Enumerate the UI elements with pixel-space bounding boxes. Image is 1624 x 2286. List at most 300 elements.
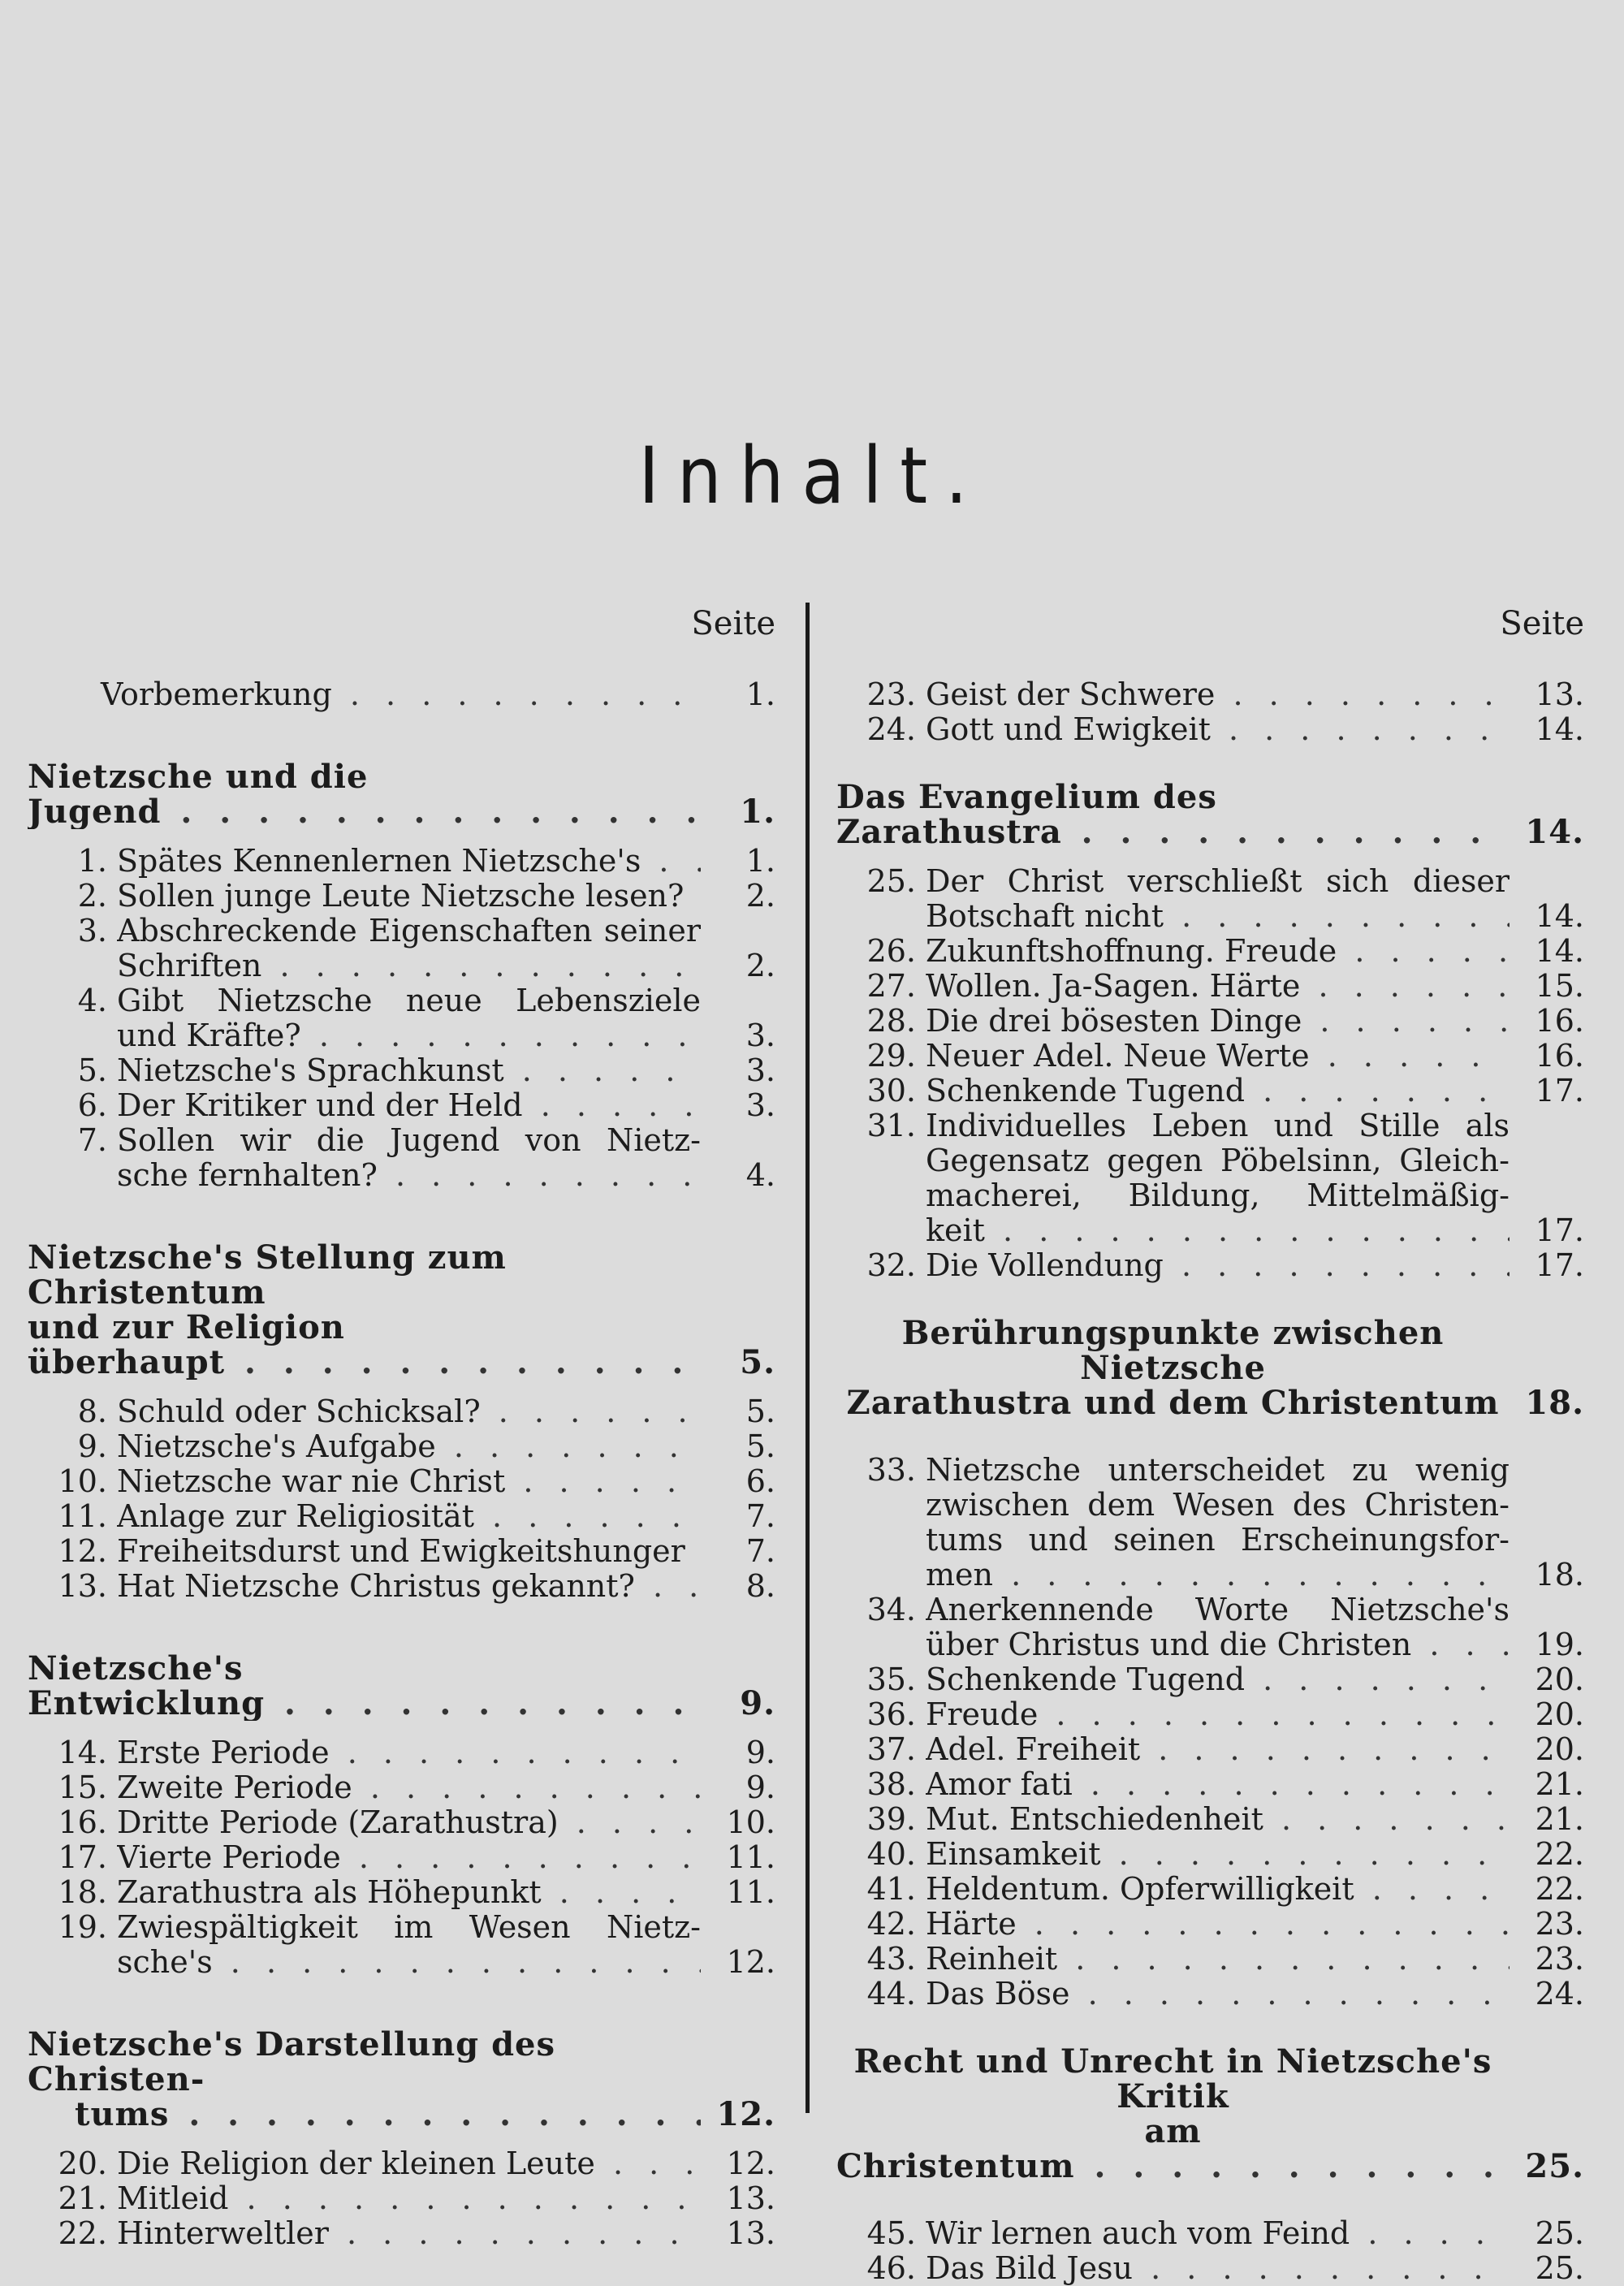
entry-label: Sollen wir die Jugend von Nietz- xyxy=(117,1123,701,1158)
entry-text xyxy=(28,1394,701,1429)
section-label: Nietzsche und die Jugend . . . xyxy=(28,759,701,829)
entry-text xyxy=(836,934,1510,969)
entry-number: 16. xyxy=(58,1805,107,1840)
entry-label: Wollen. Ja-Sagen. Härte . . . xyxy=(926,969,1510,1004)
entry-number xyxy=(836,1143,926,1178)
entry-label: und Kräfte? . . . xyxy=(117,1018,701,1053)
entry-text xyxy=(28,844,701,879)
toc-entry xyxy=(836,1592,1587,1627)
toc-entry xyxy=(28,1123,779,1158)
entry-label: Schenkende Tugend . . . xyxy=(926,1074,1510,1108)
entry-text xyxy=(28,1158,701,1193)
entry-number: 8. xyxy=(77,1394,107,1429)
page-number: 1. xyxy=(745,676,775,712)
entry-text xyxy=(836,899,1510,934)
entry-number: 31. xyxy=(866,1108,916,1143)
entry-number xyxy=(836,1488,926,1523)
entry-number: 25. xyxy=(866,864,916,899)
entry-label: Neuer Adel. Neue Werte . . . xyxy=(926,1039,1510,1074)
page-number: 2. xyxy=(745,948,775,983)
entry-label: über Christus und die Christen . . . xyxy=(926,1627,1510,1662)
toc-entry xyxy=(28,2216,779,2251)
entry-label: Amor fati . . . xyxy=(926,1767,1510,1802)
entry-label: Zweite Periode . . . xyxy=(117,1770,701,1805)
entry-label: Die Vollendung . . . xyxy=(926,1248,1510,1283)
entry-label: sche fernhalten? . . . xyxy=(117,1158,701,1193)
toc-entry xyxy=(28,1569,779,1604)
entry-number xyxy=(836,1558,926,1592)
toc-entry xyxy=(836,677,1587,712)
toc-entry xyxy=(836,969,1587,1004)
entry-label: Härte . . . xyxy=(926,1907,1510,1942)
entry-text xyxy=(28,949,701,983)
entry-text xyxy=(836,1802,1510,1837)
entry-label: Freiheitsdurst und Ewigkeitshunger . . . xyxy=(117,1534,701,1569)
page-number: 15. xyxy=(1535,968,1584,1004)
entry-label: Hat Nietzsche Christus gekannt? . . . xyxy=(117,1569,701,1604)
entry-text xyxy=(28,1018,701,1053)
toc-entry xyxy=(28,1088,779,1123)
section-label: Berührungspunkte zwischen Nietzsche xyxy=(901,1316,1445,1385)
entry-text xyxy=(28,1735,701,1770)
entry-label: Schuld oder Schicksal? . . . xyxy=(117,1394,701,1429)
toc-entry xyxy=(28,879,779,914)
toc-entry xyxy=(836,1627,1587,1662)
entry-label: macherei, Bildung, Mittelmäßig- xyxy=(926,1178,1510,1213)
entry-number: 22. xyxy=(58,2216,107,2251)
page-number: 9. xyxy=(745,1735,775,1770)
entry-text xyxy=(836,1872,1510,1907)
entry-text xyxy=(28,1464,701,1499)
toc-entry xyxy=(836,1213,1587,1248)
page-number: 23. xyxy=(1535,1906,1584,1942)
page-number: 3. xyxy=(745,1087,775,1123)
page-number: 5. xyxy=(745,1394,775,1429)
entry-number: 13. xyxy=(58,1569,107,1604)
toc-entry xyxy=(836,1697,1587,1732)
entry-label: Vorbemerkung . . . xyxy=(28,677,701,712)
toc-entry xyxy=(836,1248,1587,1283)
entry-text xyxy=(28,1770,701,1805)
toc-entry xyxy=(836,1802,1587,1837)
page-number: 7. xyxy=(745,1498,775,1534)
toc-entry xyxy=(836,1767,1587,1802)
toc-entry xyxy=(836,1178,1587,1213)
entry-number: 11. xyxy=(58,1499,107,1534)
page-number: 13. xyxy=(1535,676,1584,712)
entry-text xyxy=(836,1074,1510,1108)
entry-number: 28. xyxy=(866,1004,916,1039)
section-label: Das Evangelium des Zarathustra . . . xyxy=(836,780,1510,849)
toc-entry xyxy=(28,2181,779,2216)
page-number: 16. xyxy=(1535,1038,1584,1074)
toc-entry xyxy=(28,1735,779,1770)
entry-number: 43. xyxy=(866,1942,916,1977)
entry-label: Schriften . . . xyxy=(117,949,701,983)
entry-number: 5. xyxy=(77,1053,107,1088)
entry-number: 26. xyxy=(866,934,916,969)
toc-entry xyxy=(836,1558,1587,1592)
toc-entry xyxy=(836,1453,1587,1488)
entry-text xyxy=(836,1767,1510,1802)
entry-number: 17. xyxy=(58,1840,107,1875)
entry-label: Reinheit . . . xyxy=(926,1942,1510,1977)
section-heading xyxy=(28,1651,779,1721)
toc-entry xyxy=(836,864,1587,899)
seite-header: Seite xyxy=(1500,605,1584,642)
entry-text xyxy=(28,983,701,1018)
page-number: 7. xyxy=(745,1533,775,1569)
page-number: 1. xyxy=(740,793,775,831)
entry-label: Anlage zur Religiosität . . . xyxy=(117,1499,701,1534)
entry-label: Gott und Ewigkeit . . . xyxy=(926,712,1510,747)
entry-label: Nietzsche unterscheidet zu wenig xyxy=(926,1453,1510,1488)
entry-text xyxy=(28,879,701,914)
seite-header: Seite xyxy=(691,605,775,642)
entry-text xyxy=(836,969,1510,1004)
page-number: 12. xyxy=(716,2095,775,2133)
page-number: 23. xyxy=(1535,1941,1584,1977)
entry-label: Vierte Periode . . . xyxy=(117,1840,701,1875)
entry-text xyxy=(28,1910,701,1945)
entry-text xyxy=(836,864,1510,899)
toc-entry xyxy=(28,1770,779,1805)
page-number: 3. xyxy=(745,1052,775,1088)
toc-entry xyxy=(836,1872,1587,1907)
section-heading xyxy=(28,1240,779,1310)
entry-text xyxy=(836,1108,1510,1143)
entry-label: Die drei bösesten Dinge . . . xyxy=(926,1004,1510,1039)
section-heading xyxy=(28,1310,779,1380)
entry-number: 32. xyxy=(866,1248,916,1283)
page-number: 18. xyxy=(1525,1384,1584,1422)
entry-number: 34. xyxy=(866,1592,916,1627)
toc-entry xyxy=(28,1158,779,1193)
entry-number: 35. xyxy=(866,1662,916,1697)
toc-entry xyxy=(28,949,779,983)
entry-text xyxy=(28,2216,701,2251)
entry-number: 4. xyxy=(77,983,107,1018)
toc-entry xyxy=(836,899,1587,934)
entry-number xyxy=(836,1523,926,1558)
page-number: 25. xyxy=(1525,2147,1584,2185)
section-heading xyxy=(836,2114,1587,2184)
entry-label: Individuelles Leben und Stille als xyxy=(926,1108,1510,1143)
entry-label: sche's . . . xyxy=(117,1945,701,1980)
page-number: 4. xyxy=(745,1157,775,1193)
entry-label: Mut. Entschiedenheit . . . xyxy=(926,1802,1510,1837)
entry-text xyxy=(836,1558,1510,1592)
entry-number: 14. xyxy=(58,1735,107,1770)
entry-number: 18. xyxy=(58,1875,107,1910)
toc-entry xyxy=(28,1805,779,1840)
page-number: 3. xyxy=(745,1018,775,1053)
entry-number: 27. xyxy=(866,969,916,1004)
toc-entry xyxy=(28,677,779,712)
entry-text xyxy=(836,1662,1510,1697)
page-number: 11. xyxy=(726,1874,775,1910)
entry-label: Mitleid . . . xyxy=(117,2181,701,2216)
entry-label: Zwiespältigkeit im Wesen Nietz- xyxy=(117,1910,701,1945)
entry-label: Freude . . . xyxy=(926,1697,1510,1732)
toc-entry xyxy=(836,1039,1587,1074)
entry-number: 7. xyxy=(77,1123,107,1158)
entry-text xyxy=(836,1178,1510,1213)
page-number: 8. xyxy=(745,1568,775,1604)
entry-number: 2. xyxy=(77,879,107,914)
entry-label: Adel. Freiheit . . . xyxy=(926,1732,1510,1767)
toc-entry xyxy=(836,1977,1587,2012)
entry-label: Das Böse . . . xyxy=(926,1977,1510,2012)
section-heading xyxy=(836,780,1587,849)
page-number: 10. xyxy=(726,1804,775,1840)
page-number: 1. xyxy=(745,843,775,879)
page-number: 17. xyxy=(1535,1073,1584,1108)
section-label: Nietzsche's Darstellung des Christen- xyxy=(28,2027,556,2097)
toc-entry xyxy=(28,1499,779,1534)
entry-text xyxy=(836,1732,1510,1767)
section-heading xyxy=(28,759,779,829)
entry-number: 37. xyxy=(866,1732,916,1767)
toc-entry xyxy=(28,1945,779,1980)
entry-number: 24. xyxy=(866,712,916,747)
entry-label: Spätes Kennenlernen Nietzsche's . . . xyxy=(117,844,701,879)
entry-label: Nietzsche's Sprachkunst . . . xyxy=(117,1053,701,1088)
entry-text xyxy=(836,2251,1510,2286)
entry-number: 15. xyxy=(58,1770,107,1805)
page-number: 24. xyxy=(1535,1976,1584,2012)
entry-label: zwischen dem Wesen des Christen- xyxy=(926,1488,1510,1523)
entry-label: Schenkende Tugend . . . xyxy=(926,1662,1510,1697)
entry-text xyxy=(836,1907,1510,1942)
entry-number: 30. xyxy=(866,1074,916,1108)
entry-label: Die Religion der kleinen Leute . . . xyxy=(117,2146,701,2181)
entry-number: 21. xyxy=(58,2181,107,2216)
entry-text xyxy=(836,1453,1510,1488)
entry-label: Zukunftshoffnung. Freude . . . xyxy=(926,934,1510,969)
page-number: 17. xyxy=(1535,1247,1584,1283)
entry-number: 20. xyxy=(58,2146,107,2181)
toc-entry xyxy=(836,712,1587,747)
entry-text xyxy=(28,2146,701,2181)
entry-number xyxy=(836,1178,926,1213)
toc-left-column xyxy=(28,603,779,2251)
toc-entry xyxy=(836,1837,1587,1872)
entry-number: 23. xyxy=(866,677,916,712)
entry-number xyxy=(28,1158,117,1193)
page-number: 2. xyxy=(745,878,775,914)
page-number: 6. xyxy=(745,1463,775,1499)
toc-entry xyxy=(836,1732,1587,1767)
entry-text xyxy=(28,1429,701,1464)
entry-number: 36. xyxy=(866,1697,916,1732)
toc-entry xyxy=(836,934,1587,969)
page-number: 18. xyxy=(1535,1557,1584,1592)
entry-label: Abschreckende Eigenschaften seiner xyxy=(117,914,701,949)
entry-number: 19. xyxy=(58,1910,107,1945)
entry-text xyxy=(28,1088,701,1123)
entry-number: 40. xyxy=(866,1837,916,1872)
toc-entry xyxy=(28,844,779,879)
entry-label: Botschaft nicht . . . xyxy=(926,899,1510,934)
entry-label: Heldentum. Opferwilligkeit . . . xyxy=(926,1872,1510,1907)
entry-text xyxy=(28,1875,701,1910)
entry-number: 12. xyxy=(58,1534,107,1569)
toc-entry xyxy=(28,1910,779,1945)
page-number: 9. xyxy=(740,1684,775,1722)
entry-text xyxy=(28,1123,701,1158)
page-number: 22. xyxy=(1535,1836,1584,1872)
entry-text xyxy=(836,1004,1510,1039)
page-number: 21. xyxy=(1535,1801,1584,1837)
entry-number: 44. xyxy=(866,1977,916,2012)
toc-entry xyxy=(28,1534,779,1569)
page-number: 14. xyxy=(1525,813,1584,851)
entry-text xyxy=(836,1627,1510,1662)
entry-text xyxy=(836,712,1510,747)
entry-label: Nietzsche war nie Christ . . . xyxy=(117,1464,701,1499)
entry-text xyxy=(836,1942,1510,1977)
entry-number xyxy=(836,899,926,934)
toc-entry xyxy=(28,1840,779,1875)
entry-number: 39. xyxy=(866,1802,916,1837)
toc-entry xyxy=(836,1942,1587,1977)
page-number: 12. xyxy=(726,1944,775,1980)
entry-text xyxy=(28,914,701,949)
entry-label: keit . . . xyxy=(926,1213,1510,1248)
page-number: 21. xyxy=(1535,1766,1584,1802)
toc-entry xyxy=(836,1488,1587,1523)
entry-text xyxy=(836,1592,1510,1627)
entry-label: Zarathustra als Höhepunkt . . . xyxy=(117,1875,701,1910)
entry-text xyxy=(836,1697,1510,1732)
page-number: 16. xyxy=(1535,1003,1584,1039)
page-number: 14. xyxy=(1535,711,1584,747)
section-label: am Christentum . . . xyxy=(836,2114,1510,2184)
entry-label: Hinterweltler . . . xyxy=(117,2216,701,2251)
entry-number: 6. xyxy=(77,1088,107,1123)
toc-entry xyxy=(836,1108,1587,1143)
page-number: 9. xyxy=(745,1770,775,1805)
toc-entry xyxy=(28,1018,779,1053)
entry-number: 1. xyxy=(77,844,107,879)
toc-entry xyxy=(28,1464,779,1499)
page-number: 19. xyxy=(1535,1627,1584,1662)
page-number: 11. xyxy=(726,1839,775,1875)
entry-number xyxy=(836,1213,926,1248)
entry-text xyxy=(836,1248,1510,1283)
page-number: 13. xyxy=(726,2215,775,2251)
section-heading xyxy=(836,1385,1587,1420)
toc-entry xyxy=(28,1875,779,1910)
section-heading xyxy=(28,2027,779,2097)
entry-text xyxy=(28,1569,701,1604)
entry-number xyxy=(28,949,117,983)
entry-number xyxy=(836,1627,926,1662)
page-number: 22. xyxy=(1535,1871,1584,1907)
entry-label: Gegensatz gegen Pöbelsinn, Gleich- xyxy=(926,1143,1510,1178)
entry-number: 9. xyxy=(77,1429,107,1464)
section-heading xyxy=(836,1316,1587,1385)
page-number: 14. xyxy=(1535,933,1584,969)
entry-text xyxy=(836,677,1510,712)
entry-label: Geist der Schwere . . . xyxy=(926,677,1510,712)
entry-number: 41. xyxy=(866,1872,916,1907)
entry-text xyxy=(836,1213,1510,1248)
entry-text xyxy=(28,1945,701,1980)
entry-label: Der Kritiker und der Held . . . xyxy=(117,1088,701,1123)
entry-label: Sollen junge Leute Nietzsche lesen? . . . xyxy=(117,879,701,914)
entry-label: Einsamkeit . . . xyxy=(926,1837,1510,1872)
entry-number: 45. xyxy=(866,2216,916,2251)
entry-text xyxy=(836,1837,1510,1872)
entry-text xyxy=(28,1840,701,1875)
entry-label: Der Christ verschließt sich dieser xyxy=(926,864,1510,899)
toc-entry xyxy=(28,914,779,949)
section-label: und zur Religion überhaupt . . . xyxy=(28,1310,701,1380)
toc-entry xyxy=(836,2251,1587,2286)
page-number: 5. xyxy=(740,1343,775,1381)
toc-entry xyxy=(28,983,779,1018)
entry-text xyxy=(28,1053,701,1088)
entry-label: Das Bild Jesu . . . xyxy=(926,2251,1510,2286)
entry-text xyxy=(836,1143,1510,1178)
entry-text xyxy=(836,1523,1510,1558)
entry-text xyxy=(836,1039,1510,1074)
entry-text xyxy=(28,1534,701,1569)
toc-entry xyxy=(836,1907,1587,1942)
toc-entry xyxy=(28,1053,779,1088)
toc-entry xyxy=(836,2216,1587,2251)
page-number: 14. xyxy=(1535,898,1584,934)
entry-label: Erste Periode . . . xyxy=(117,1735,701,1770)
section-heading xyxy=(836,2044,1587,2114)
entry-number xyxy=(28,1018,117,1053)
page-number: 12. xyxy=(726,2146,775,2181)
page-number: 13. xyxy=(726,2180,775,2216)
page-number: 20. xyxy=(1535,1696,1584,1732)
page-number: 5. xyxy=(745,1428,775,1464)
entry-text xyxy=(836,2216,1510,2251)
entry-text xyxy=(28,2181,701,2216)
entry-number xyxy=(28,1945,117,1980)
section-label: Nietzsche's Stellung zum Christentum xyxy=(28,1240,507,1310)
entry-text xyxy=(836,1488,1510,1523)
entry-number: 42. xyxy=(866,1907,916,1942)
entry-label: men . . . xyxy=(926,1558,1510,1592)
entry-number: 38. xyxy=(866,1767,916,1802)
entry-number: 46. xyxy=(866,2251,916,2286)
toc-entry xyxy=(836,1074,1587,1108)
entry-label: Wir lernen auch vom Feind . . . xyxy=(926,2216,1510,2251)
toc-entry xyxy=(836,1523,1587,1558)
toc-right-column xyxy=(836,603,1587,2286)
toc-entry xyxy=(836,1662,1587,1697)
page-number: 20. xyxy=(1535,1662,1584,1697)
section-label: tums . . . xyxy=(28,2097,701,2132)
entry-label: Anerkennende Worte Nietzsche's xyxy=(926,1592,1510,1627)
section-label: Nietzsche's Entwicklung . . . xyxy=(28,1651,701,1721)
section-label: Recht und Unrecht in Nietzsche's Kritik xyxy=(853,2044,1492,2114)
toc-entry xyxy=(28,1394,779,1429)
entry-number: 10. xyxy=(58,1464,107,1499)
entry-text xyxy=(28,1805,701,1840)
entry-number: 29. xyxy=(866,1039,916,1074)
section-label: Zarathustra und dem Christentum xyxy=(846,1385,1500,1420)
entry-label: Nietzsche's Aufgabe . . . xyxy=(117,1429,701,1464)
column-divider xyxy=(806,603,810,2113)
entry-label: Dritte Periode (Zarathustra) . . . xyxy=(117,1805,701,1840)
